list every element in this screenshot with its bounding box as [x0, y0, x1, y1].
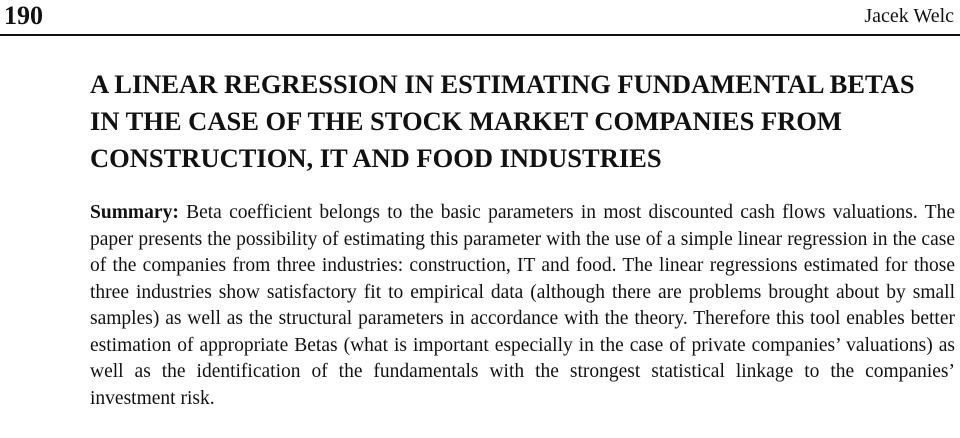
- paper-title: A LINEAR REGRESSION IN ESTIMATING FUNDAMENTAL BETAS IN THE CASE OF THE STOCK MARKET COMPANIES FROM CONSTRUCTION, IT AND FOOD INDUSTRIES: [90, 69, 915, 173]
- page-number: 190: [4, 1, 43, 30]
- header-rule: [0, 34, 960, 36]
- summary-paragraph: [90, 200, 955, 412]
- summary-label: Summary:: [90, 202, 179, 223]
- summary-text: Beta coefficient belongs to the basic parameters in most discounted cash flows valuations. The paper presents the possibility of estimating this parameter with the use of a simple linear regression in the case of the companies from three industries: construction, IT and food. The linear regressions estimated for those three industries show satisfactory fit to empirical data (although there are problems brought about by small samples) as well as the structural parameters in accordance with the theory. Therefore this tool enables better estimation of appropriate Betas (what is important especially in the case of private companies’ valuations) as well as the identification of the fundamentals with the strongest statistical linkage to the companies’ investment risk.: [90, 202, 955, 409]
- running-author: Jacek Welc: [864, 5, 954, 27]
